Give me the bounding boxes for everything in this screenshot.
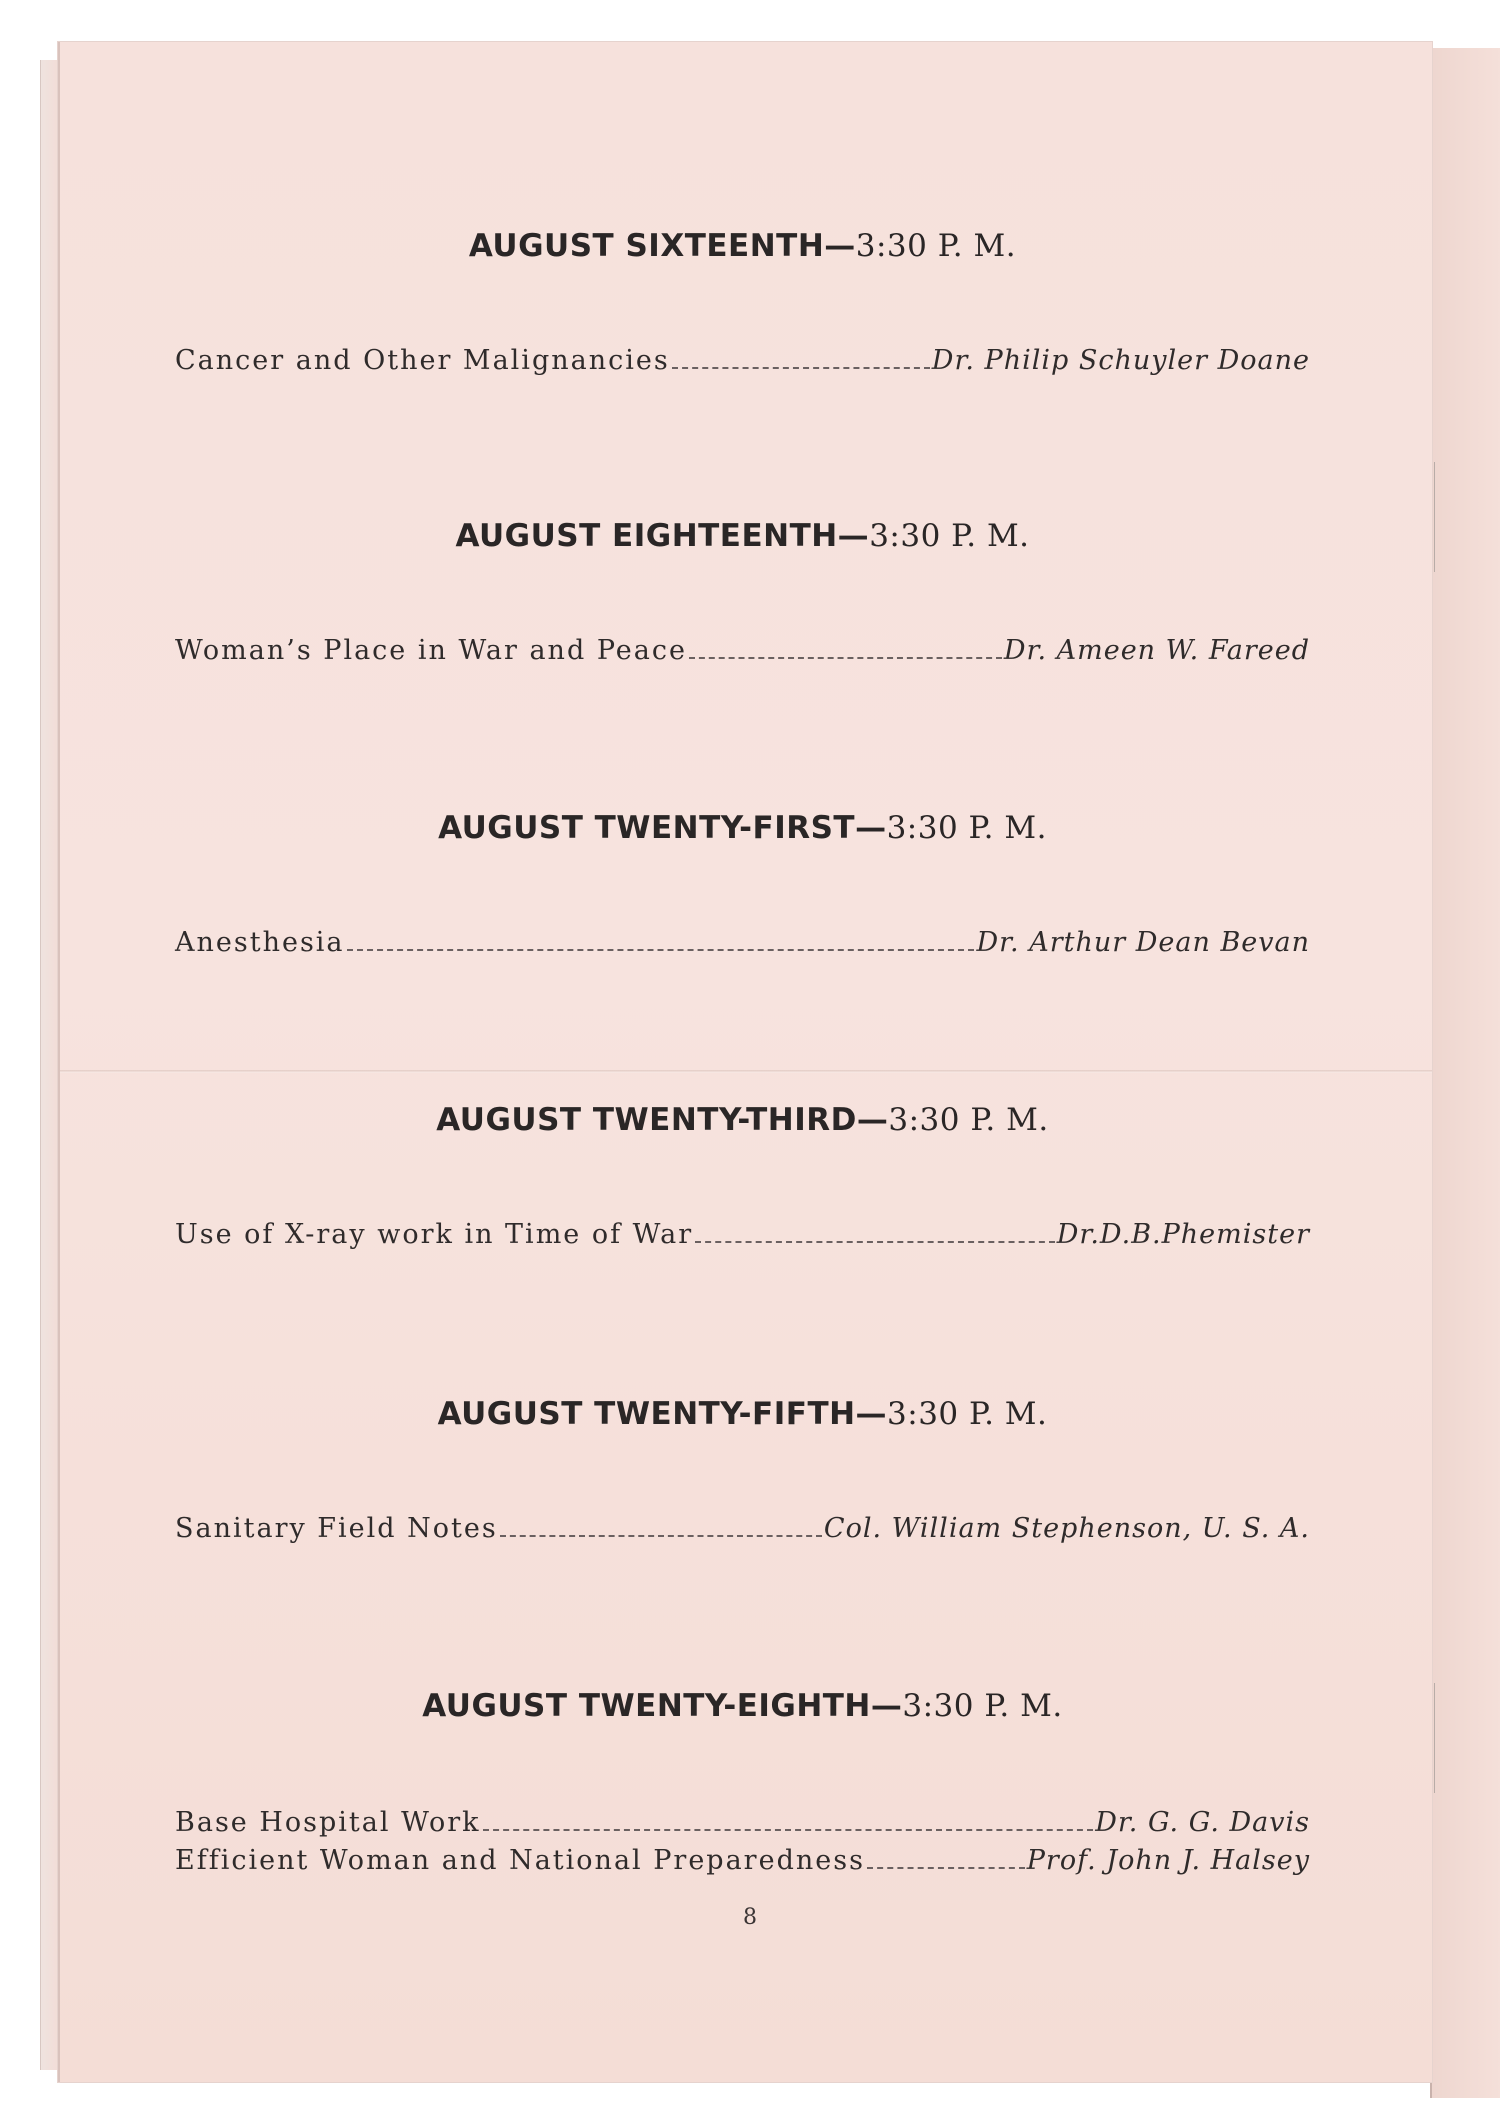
dot-leader [695, 1241, 1055, 1243]
session-time: 3:30 P. M. [869, 518, 1030, 554]
session-date: AUGUST TWENTY-EIGHTH— [422, 1688, 903, 1724]
session-heading [175, 1392, 1310, 1436]
session-time: 3:30 P. M. [855, 228, 1017, 264]
dot-leader [500, 1535, 822, 1537]
entry-topic: Use of X-ray work in Time of War [175, 1219, 694, 1250]
facing-page-edge [1430, 48, 1500, 2098]
entry-topic: Cancer and Other Malignancies [175, 345, 670, 376]
session-date: AUGUST SIXTEENTH— [468, 228, 856, 264]
session-time: 3:30 P. M. [887, 1396, 1048, 1432]
entry-speaker: Dr. Ameen W. Fareed [1003, 635, 1310, 666]
session-date: AUGUST EIGHTEENTH— [455, 518, 870, 554]
program-entry [175, 1510, 1310, 1548]
session-heading [175, 1684, 1310, 1728]
entry-speaker: Dr.D.B.Phemister [1056, 1219, 1310, 1250]
entry-speaker: Dr. G. G. Davis [1095, 1807, 1310, 1838]
session-august-twenty-fifth [175, 1392, 1310, 1548]
dot-leader [483, 1829, 1094, 1831]
session-date: AUGUST TWENTY-THIRD— [436, 1102, 889, 1138]
session-heading [175, 224, 1310, 268]
program-entry [175, 342, 1310, 380]
fold-crease [60, 1070, 1432, 1073]
entry-speaker: Dr. Philip Schuyler Doane [931, 345, 1310, 376]
dot-leader [867, 1867, 1025, 1869]
entry-topic: Woman’s Place in War and Peace [175, 635, 687, 666]
entry-topic: Efficient Woman and National Preparedness [175, 1845, 865, 1876]
entry-speaker: Prof. John J. Halsey [1026, 1845, 1310, 1876]
entry-topic: Anesthesia [175, 927, 345, 958]
session-heading [175, 1098, 1310, 1142]
session-time: 3:30 P. M. [888, 1102, 1049, 1138]
session-heading [175, 806, 1310, 850]
entry-topic: Sanitary Field Notes [175, 1513, 498, 1544]
program-entry [175, 924, 1310, 962]
session-time: 3:30 P. M. [902, 1688, 1063, 1724]
program-entry [175, 1842, 1310, 1880]
session-august-twenty-third [175, 1098, 1310, 1254]
entry-speaker: Col. William Stephenson, U. S. A. [823, 1513, 1310, 1544]
program-entry [175, 1804, 1310, 1842]
session-august-twenty-eighth [175, 1684, 1310, 1880]
dot-leader [672, 367, 930, 369]
session-august-sixteenth [175, 224, 1310, 380]
program-entry [175, 1216, 1310, 1254]
entry-speaker: Dr. Arthur Dean Bevan [976, 927, 1310, 958]
session-date: AUGUST TWENTY-FIFTH— [437, 1396, 888, 1432]
page-number: 8 [743, 1905, 757, 1930]
session-heading [175, 514, 1310, 558]
program-entry [175, 632, 1310, 670]
session-date: AUGUST TWENTY-FIRST— [438, 810, 887, 846]
session-time: 3:30 P. M. [886, 810, 1047, 846]
session-august-twenty-first [175, 806, 1310, 962]
dot-leader [689, 657, 1002, 659]
dot-leader [347, 949, 975, 951]
session-august-eighteenth [175, 514, 1310, 670]
entry-topic: Base Hospital Work [175, 1807, 481, 1838]
